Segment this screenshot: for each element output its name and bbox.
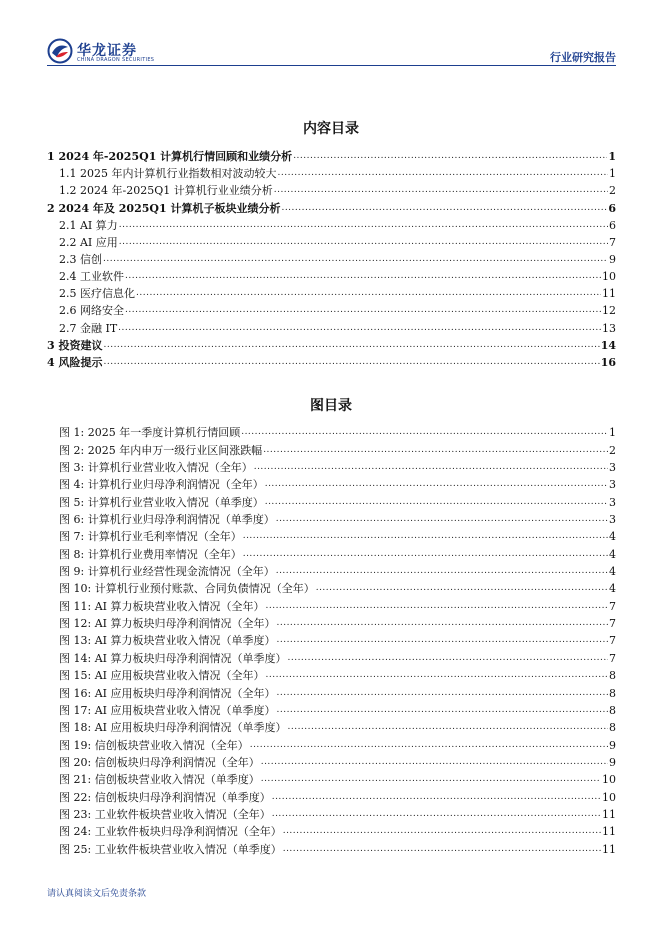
dot-leader [243, 548, 608, 561]
dot-leader [103, 253, 608, 266]
toc-entry-label: 1.2 2024 年-2025Q1 计算机行业业绩分析 [59, 184, 273, 198]
figure-entry-label: 图 15: AI 应用板块营业收入情况（全年） [59, 669, 265, 683]
toc-entry-page: 7 [609, 235, 616, 249]
dot-leader [125, 304, 601, 317]
dot-leader [265, 669, 608, 682]
figure-entry-page: 4 [609, 547, 616, 561]
figure-entry-label: 图 13: AI 算力板块营业收入情况（单季度） [59, 634, 276, 648]
figure-entry[interactable] [47, 474, 616, 491]
figure-entry-label: 图 23: 工业软件板块营业收入情况（全年） [59, 807, 271, 821]
figure-entry[interactable] [47, 821, 616, 838]
dot-leader [276, 513, 608, 526]
dot-leader [283, 843, 601, 856]
figure-entry-label: 图 1: 2025 年一季度计算机行情回顾 [59, 426, 241, 440]
figure-entry-label: 图 7: 计算机行业毛利率情况（全年） [59, 530, 242, 544]
figure-entry-page: 10 [602, 790, 616, 804]
figure-entry-page: 7 [609, 634, 616, 648]
figure-entry[interactable] [47, 769, 616, 786]
figure-entry-label: 图 4: 计算机行业归母净利润情况（全年） [59, 478, 264, 492]
figure-entry-page: 8 [609, 721, 616, 735]
toc-entry-page: 9 [609, 252, 616, 266]
dot-leader [250, 739, 608, 752]
toc-entry[interactable] [47, 249, 616, 266]
figure-entry-page: 7 [609, 617, 616, 631]
figure-entry-page: 3 [609, 478, 616, 492]
figure-entry[interactable] [47, 439, 616, 456]
toc-entry[interactable] [47, 180, 616, 197]
dot-leader [293, 150, 607, 163]
toc-entry-label: 2.4 工业软件 [59, 270, 124, 284]
table-of-contents [47, 146, 616, 369]
figure-entry-page: 11 [602, 825, 616, 839]
dragon-logo-icon [47, 38, 73, 64]
figure-entry-page: 7 [609, 599, 616, 613]
figure-entry-label: 图 17: AI 应用板块营业收入情况（单季度） [59, 703, 276, 717]
figure-entry-label: 图 20: 信创板块归母净利润情况（全年） [59, 755, 260, 769]
figure-entry-label: 图 5: 计算机行业营业收入情况（单季度） [59, 495, 264, 509]
figure-entry-page: 10 [602, 773, 616, 787]
toc-entry-page: 6 [608, 201, 616, 215]
toc-title: 内容目录 [303, 121, 359, 137]
dot-leader [287, 721, 608, 734]
dot-leader [272, 791, 601, 804]
figure-entry-page: 8 [609, 703, 616, 717]
figure-entry[interactable] [47, 682, 616, 699]
figure-entry[interactable] [47, 717, 616, 734]
toc-entry-label: 1 2024 年-2025Q1 计算机行情回顾和业绩分析 [47, 150, 293, 164]
toc-entry-label: 2.1 AI 算力 [59, 218, 118, 232]
dot-leader [125, 270, 601, 283]
dot-leader [265, 600, 608, 613]
dot-leader [274, 184, 608, 197]
figure-entry[interactable] [47, 491, 616, 508]
toc-entry[interactable] [47, 352, 616, 369]
toc-entry[interactable] [47, 163, 616, 180]
figure-entry-page: 3 [609, 495, 616, 509]
figure-entry-page: 4 [609, 530, 616, 544]
dot-leader [283, 825, 601, 838]
figure-entry-label: 图 10: 计算机行业预付账款、合同负债情况（全年） [59, 582, 315, 596]
figure-entry-page: 7 [609, 651, 616, 665]
figure-entry-page: 4 [609, 565, 616, 579]
figure-entry[interactable] [47, 509, 616, 526]
dot-leader [119, 219, 608, 232]
toc-entry-page: 13 [602, 321, 616, 335]
figure-entry-label: 图 22: 信创板块归母净利润情况（单季度） [59, 790, 271, 804]
dot-leader [265, 478, 608, 491]
figure-entry[interactable] [47, 526, 616, 543]
dot-leader [254, 461, 608, 474]
toc-entry[interactable] [47, 146, 616, 163]
figure-entry-label: 图 21: 信创板块营业收入情况（单季度） [59, 773, 260, 787]
figure-entry-page: 3 [609, 513, 616, 527]
figure-entry-label: 图 16: AI 应用板块归母净利润情况（全年） [59, 686, 276, 700]
dot-leader [263, 444, 608, 457]
figure-entry-page: 8 [609, 686, 616, 700]
figure-entry[interactable] [47, 838, 616, 855]
figure-entry-label: 图 9: 计算机行业经营性现金流情况（全年） [59, 565, 275, 579]
figure-entry-label: 图 24: 工业软件板块归母净利润情况（全年） [59, 825, 282, 839]
figure-entry-page: 8 [609, 669, 616, 683]
figure-entry[interactable] [47, 630, 616, 647]
logo-chinese-name: 华龙证券 [77, 43, 137, 59]
figure-entry-label: 图 3: 计算机行业营业收入情况（全年） [59, 461, 253, 475]
toc-entry-page: 1 [608, 150, 616, 164]
dot-leader [241, 426, 608, 439]
figure-entry-page: 9 [609, 755, 616, 769]
logo-english-name: CHINA DRAGON SECURITIES [77, 57, 155, 63]
dot-leader [277, 167, 608, 180]
toc-entry-label: 4 风险提示 [47, 355, 103, 369]
toc-entry-label: 2.2 AI 应用 [59, 235, 118, 249]
dot-leader [119, 236, 608, 249]
figure-entry-label: 图 11: AI 算力板块营业收入情况（全年） [59, 599, 265, 613]
figure-entry[interactable] [47, 543, 616, 560]
dot-leader [136, 287, 601, 300]
figure-entry-label: 图 25: 工业软件板块营业收入情况（单季度） [59, 842, 282, 856]
figure-list [47, 422, 616, 856]
figure-entry-label: 图 19: 信创板块营业收入情况（全年） [59, 738, 249, 752]
dot-leader [276, 634, 608, 647]
toc-entry-label: 1.1 2025 年内计算机行业指数相对波动较大 [59, 167, 277, 181]
figure-entry[interactable] [47, 665, 616, 682]
figure-entry-label: 图 6: 计算机行业归母净利润情况（单季度） [59, 513, 275, 527]
toc-entry-page: 6 [609, 218, 616, 232]
toc-entry-page: 11 [602, 287, 616, 301]
dot-leader [103, 339, 599, 352]
page-header [0, 0, 662, 70]
toc-entry[interactable] [47, 335, 616, 352]
dot-leader [316, 582, 608, 595]
dot-leader [103, 356, 599, 369]
toc-entry[interactable] [47, 197, 616, 214]
figure-entry[interactable] [47, 457, 616, 474]
figure-entry-page: 1 [609, 426, 616, 440]
dot-leader [276, 687, 608, 700]
toc-entry[interactable] [47, 232, 616, 249]
dot-leader [276, 704, 608, 717]
header-divider [47, 65, 616, 66]
toc-entry-page: 16 [600, 355, 616, 369]
figure-entry[interactable] [47, 786, 616, 803]
figure-entry-page: 11 [602, 807, 616, 821]
dot-leader [276, 565, 608, 578]
toc-entry[interactable] [47, 283, 616, 300]
dot-leader [261, 756, 608, 769]
figure-entry[interactable] [47, 561, 616, 578]
toc-entry-page: 2 [609, 184, 616, 198]
figure-entry-label: 图 12: AI 算力板块归母净利润情况（全年） [59, 617, 276, 631]
figure-entry-page: 4 [609, 582, 616, 596]
toc-entry-label: 2.5 医疗信息化 [59, 287, 135, 301]
report-type-label: 行业研究报告 [550, 51, 616, 64]
company-logo [47, 38, 197, 68]
figure-entry[interactable] [47, 422, 616, 439]
dot-leader [276, 617, 608, 630]
toc-entry-label: 2 2024 年及 2025Q1 计算机子板块业绩分析 [47, 201, 281, 215]
toc-entry[interactable] [47, 266, 616, 283]
figure-entry[interactable] [47, 613, 616, 630]
toc-entry-page: 14 [600, 338, 616, 352]
dot-leader [272, 808, 601, 821]
toc-entry-label: 2.7 金融 IT [59, 321, 118, 335]
dot-leader [265, 496, 608, 509]
toc-entry-page: 1 [609, 167, 616, 181]
figure-entry-page: 11 [602, 842, 616, 856]
figure-entry-label: 图 8: 计算机行业费用率情况（全年） [59, 547, 242, 561]
figure-entry[interactable] [47, 752, 616, 769]
figure-entry[interactable] [47, 700, 616, 717]
toc-entry-label: 2.6 网络安全 [59, 304, 124, 318]
figure-entry[interactable] [47, 595, 616, 612]
toc-entry[interactable] [47, 317, 616, 334]
figure-entry[interactable] [47, 578, 616, 595]
toc-entry-page: 12 [602, 304, 616, 318]
figure-entry-label: 图 18: AI 应用板块归母净利润情况（单季度） [59, 721, 287, 735]
toc-entry-label: 3 投资建议 [47, 338, 103, 352]
figure-entry-page: 9 [609, 738, 616, 752]
toc-entry-page: 10 [602, 270, 616, 284]
dot-leader [261, 773, 601, 786]
figure-entry[interactable] [47, 734, 616, 751]
toc-entry-label: 2.3 信创 [59, 252, 102, 266]
figure-entry[interactable] [47, 647, 616, 664]
toc-entry[interactable] [47, 215, 616, 232]
figure-entry-label: 图 2: 2025 年内申万一级行业区间涨跌幅 [59, 443, 263, 457]
dot-leader [287, 652, 608, 665]
figure-list-title: 图目录 [310, 398, 352, 414]
dot-leader [243, 530, 608, 543]
figure-entry[interactable] [47, 804, 616, 821]
dot-leader [281, 202, 607, 215]
toc-entry[interactable] [47, 300, 616, 317]
disclaimer-footer: 请认真阅读文后免责条款 [47, 889, 147, 899]
figure-entry-page: 2 [609, 443, 616, 457]
figure-entry-label: 图 14: AI 算力板块归母净利润情况（单季度） [59, 651, 287, 665]
dot-leader [118, 322, 601, 335]
figure-entry-page: 3 [609, 461, 616, 475]
